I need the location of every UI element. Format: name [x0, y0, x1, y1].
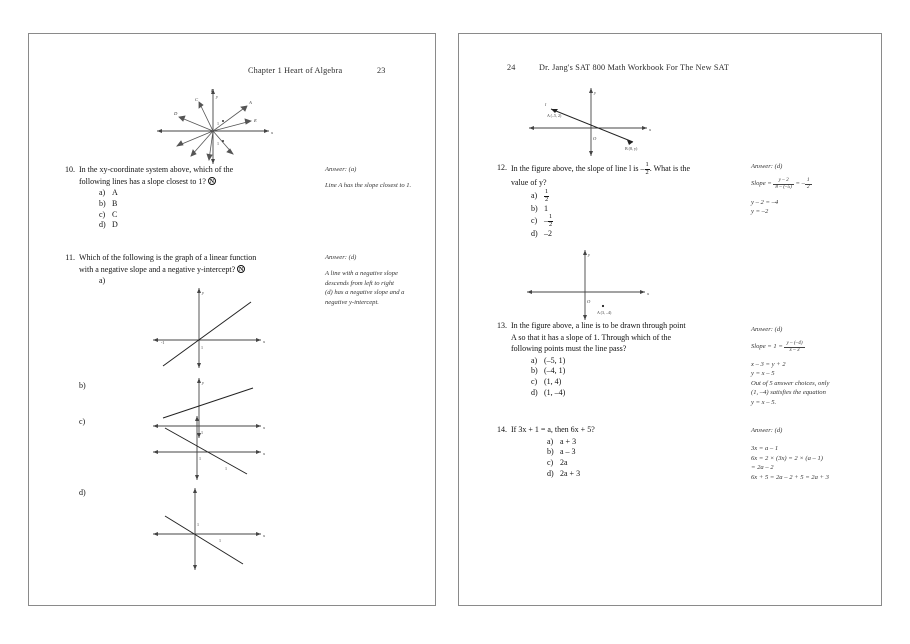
question-14 [491, 424, 737, 480]
question-14-choices [547, 437, 737, 480]
svg-text:x: x [263, 425, 266, 430]
choice-a[interactable]: a) A [99, 188, 118, 197]
question-10-choices [99, 188, 295, 231]
choice-b[interactable]: b) B [99, 198, 118, 208]
svg-text:1: 1 [199, 456, 201, 461]
svg-text:x: x [263, 339, 266, 344]
answer-13-line1: x – 3 = y + 2 [751, 361, 786, 368]
svg-text:y: y [202, 290, 205, 295]
choice-a[interactable]: a) a + 3 [547, 436, 577, 446]
question-12 [491, 162, 737, 240]
answer-13-line4: (1, –4) satisfies the equation [751, 389, 826, 397]
svg-text:B: B [211, 88, 214, 93]
choice-b[interactable]: b) (–4, 1) [531, 366, 566, 376]
svg-text:x: x [649, 127, 652, 132]
new-sat-mark-icon: N [238, 266, 244, 273]
answer-note-13 [751, 325, 875, 407]
figure-line-l [521, 84, 671, 159]
svg-text:1: 1 [201, 345, 203, 350]
answer-note-10 [325, 165, 431, 191]
svg-text:x: x [263, 533, 266, 538]
svg-text:1: 1 [217, 141, 219, 146]
right-page-title: Dr. Jang's SAT 800 Math Workbook For The New SAT [539, 63, 730, 72]
page-left [28, 33, 436, 606]
svg-text:y: y [588, 252, 591, 257]
question-11-choice-c-label[interactable]: c) [79, 417, 86, 426]
question-10-stem-line2-text: following lines has a slope closest to 1? [79, 176, 206, 186]
question-14-stem-line1: If 3x + 1 = a, then 6x + 5? [511, 425, 595, 434]
choice-c-fraction: $\frac{1}{2}$ [549, 213, 553, 229]
answer-14-work [751, 444, 881, 482]
question-10-stem-line2 [79, 176, 295, 188]
question-11-choice-d-label[interactable]: d) [79, 488, 86, 497]
svg-text:1: 1 [217, 121, 219, 126]
answer-13-line5: y = x – 5. [751, 398, 777, 406]
new-sat-mark-icon: N [209, 178, 215, 185]
figure-ray-diagram [147, 84, 277, 164]
answer-14-line1: 3x = a – 1 [751, 445, 779, 453]
question-10 [59, 164, 295, 231]
choice-b[interactable]: b) a – 3 [547, 447, 576, 457]
svg-text:C: C [195, 97, 199, 102]
svg-text:O: O [587, 299, 591, 304]
question-11-stem-line2-text: with a negative slope and a negative y-intercept? [79, 264, 236, 274]
answer-12-line2: y = –2 [751, 208, 769, 216]
question-12-number: 12. [497, 163, 507, 172]
choice-a-fraction: $\frac{1}{2}$ [545, 188, 549, 203]
svg-text:O: O [593, 136, 597, 141]
point-b-label: B (8, y) [625, 146, 638, 151]
choice-a[interactable]: a) $\frac{1}{2}$ [531, 188, 549, 203]
answer-13-line3: Out of 5 answer choices, only [751, 379, 830, 387]
answer-11-header: Answer: (d) [325, 254, 357, 261]
svg-text:y: y [594, 90, 597, 95]
question-12-stem-line1: In the figure above, the slope of line l is – $\frac{1}{2}$ . What is the [511, 161, 691, 176]
answer-note-14 [751, 426, 881, 482]
choice-c-minus: – [544, 216, 548, 226]
choice-d[interactable]: d) D [99, 220, 118, 230]
question-13-stem-line2: A so that it has a slope of 1. Through which of the [511, 332, 672, 342]
answer-note-12 [751, 162, 873, 217]
question-13 [491, 320, 737, 399]
question-13-number: 13. [497, 321, 507, 330]
slope-fraction: $\frac{y - (-4)}{x - 3}$ [786, 340, 803, 354]
point-a-label: A (3, –4) [597, 310, 612, 315]
page-right [458, 33, 882, 606]
point-a-label: A (–5, 2) [547, 113, 562, 118]
choice-c[interactable]: c) – $\frac{1}{2}$ [531, 213, 553, 229]
slope-rhs-fraction: $\frac{1}{2}$ [806, 177, 810, 191]
answer-14-line4: 6x + 5 = 2a – 2 + 5 = 2a + 3 [751, 473, 829, 481]
graph-choice-d[interactable] [147, 482, 267, 574]
answer-13-header: Answer: (d) [751, 326, 783, 333]
answer-13-work [751, 341, 875, 407]
choice-d[interactable]: d) (1, –4) [531, 387, 566, 397]
choice-a[interactable]: a) (–5, 1) [531, 355, 566, 365]
svg-text:1: 1 [201, 430, 203, 435]
svg-text:y: y [216, 94, 219, 99]
answer-12-line1: y – 2 = –4 [751, 199, 779, 206]
svg-text:E: E [254, 118, 257, 123]
graph-choice-a[interactable] [147, 282, 267, 372]
question-13-stem-line1: In the figure above, a line is to be drawn through point [511, 321, 686, 330]
choice-c[interactable]: c) C [99, 209, 118, 219]
answer-12-slope-equation: Slope = $\frac{y - 2}{8 - (-5)}$ = – $\frac{1}{2}$ [751, 177, 810, 191]
svg-text:1: 1 [225, 466, 227, 471]
question-14-number: 14. [497, 425, 507, 434]
answer-10-header: Answer: (a) [325, 166, 357, 173]
figure-point-a [517, 246, 667, 324]
left-page-number: 23 [377, 66, 386, 75]
svg-text:x: x [647, 291, 650, 296]
svg-text:D: D [174, 111, 178, 116]
choice-c[interactable]: c) (1, 4) [531, 377, 562, 387]
svg-text:A: A [249, 100, 252, 105]
svg-text:1: 1 [197, 522, 199, 527]
svg-text:1: 1 [219, 538, 221, 543]
answer-13-slope-equation: Slope = 1 = $\frac{y - (-4)}{x - 3}$ [751, 340, 803, 354]
question-11-number: 11. [65, 253, 75, 262]
question-11-stem-line2 [79, 264, 295, 276]
question-11-choice-a-label[interactable]: a) [99, 276, 106, 285]
answer-14-line2: 6x = 2 × (3x) = 2 × (a – 1) [751, 454, 823, 462]
left-page-chapter-header: Chapter 1 Heart of Algebra [248, 66, 343, 75]
question-12-choices [531, 189, 737, 240]
question-11-choice-b-label[interactable]: b) [79, 381, 86, 390]
svg-text:l: l [545, 102, 547, 107]
answer-13-line2: y = x – 5 [751, 370, 775, 378]
answer-12-header: Answer: (d) [751, 163, 783, 170]
choice-b[interactable]: b) 1 [531, 203, 548, 213]
question-13-stem-line3: following points must the line pass? [511, 344, 627, 353]
question-10-stem-line1: In the xy-coordinate system above, which of the [79, 165, 234, 174]
graph-choice-c[interactable] [147, 412, 267, 484]
answer-14-header: Answer: (d) [751, 427, 783, 434]
question-10-number: 10. [65, 165, 75, 174]
choice-d[interactable]: d) 2a + 3 [547, 468, 581, 478]
svg-text:y: y [202, 380, 205, 385]
answer-10-line1: Line A has the slope closest to 1. [325, 182, 412, 190]
answer-11-explanation: A line with a negative slope descends from left to right (d) has a negative slope and a negative y-intercept. [325, 270, 405, 306]
slope-fraction: $\frac{y - 2}{8 - (-5)}$ [775, 177, 792, 191]
question-11-stem-line1: Which of the following is the graph of a linear function [79, 253, 257, 262]
svg-text:x: x [271, 130, 274, 135]
question-12-stem-line2: value of y? [511, 177, 547, 187]
question-13-choices [531, 356, 737, 399]
right-page-number: 24 [507, 63, 516, 72]
choice-c[interactable]: c) 2a [547, 458, 568, 468]
svg-text:x: x [263, 451, 266, 456]
choice-d[interactable]: d) –2 [531, 229, 552, 239]
stem-fraction-one-half: $\frac{1}{2}$ [645, 161, 649, 176]
answer-note-11 [325, 253, 433, 307]
answer-12-work [751, 178, 873, 216]
svg-text:-1: -1 [161, 340, 165, 345]
answer-14-line3: = 2a – 2 [751, 464, 774, 472]
